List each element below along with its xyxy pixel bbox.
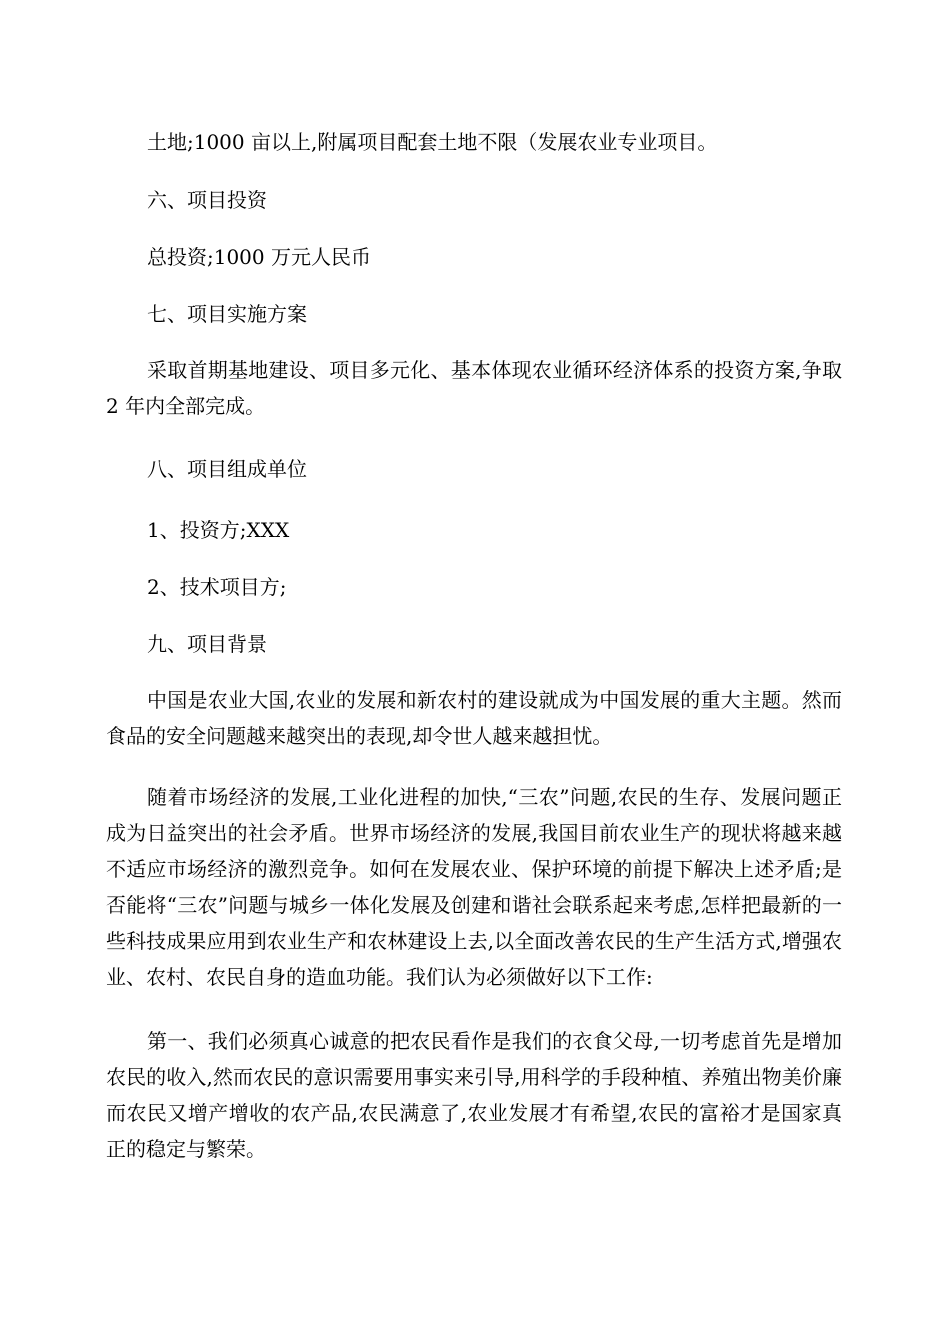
total-investment-line: 总投资;1000 万元人民币	[147, 245, 371, 269]
heading-implementation-plan: 七、项目实施方案	[147, 302, 307, 326]
heading-project-background: 九、项目背景	[147, 632, 267, 656]
heading-investment: 六、项目投资	[147, 188, 267, 212]
paragraph-implementation-plan: 采取首期基地建设、项目多元化、基本体现农业循环经济体系的投资方案,争取 2 年内全部完成。	[106, 358, 842, 418]
unit-technical-party: 2、技术项目方;	[147, 575, 287, 599]
heading-project-units: 八、项目组成单位	[147, 457, 307, 481]
land-line: 土地;1000 亩以上,附属项目配套土地不限（发展农业专业项目。	[147, 130, 718, 154]
unit-investor: 1、投资方;XXX	[147, 518, 290, 542]
paragraph-background-2: 随着市场经济的发展,工业化进程的加快,“三农”问题,农民的生存、发展问题正成为日益突出的社会矛盾。世界市场经济的发展,我国目前农业生产的现状将越来越不适应市场经济的激烈竞争。如何在发展农业、保护环境的前提下解决上述矛盾;是否能将“三农”问题与城乡一体化发展及创建和谐社会联系起来考虑,怎样把最新的一些科技成果应用到农业生产和农林建设上去,以全面改善农民的生产生活方式,增强农业、农村、农民自身的造血功能。我们认为必须做好以下工作:	[106, 785, 842, 989]
paragraph-background-1: 中国是农业大国,农业的发展和新农村的建设就成为中国发展的重大主题。然而食品的安全问题越来越突出的表现,却令世人越来越担忧。	[106, 688, 842, 748]
paragraph-first-principle: 第一、我们必须真心诚意的把农民看作是我们的衣食父母,一切考虑首先是增加农民的收入,然而农民的意识需要用事实来引导,用科学的手段种植、养殖出物美价廉而农民又增产增收的农产品,农民满意了,农业发展才有希望,农民的富裕才是国家真正的稳定与繁荣。	[106, 1029, 842, 1161]
